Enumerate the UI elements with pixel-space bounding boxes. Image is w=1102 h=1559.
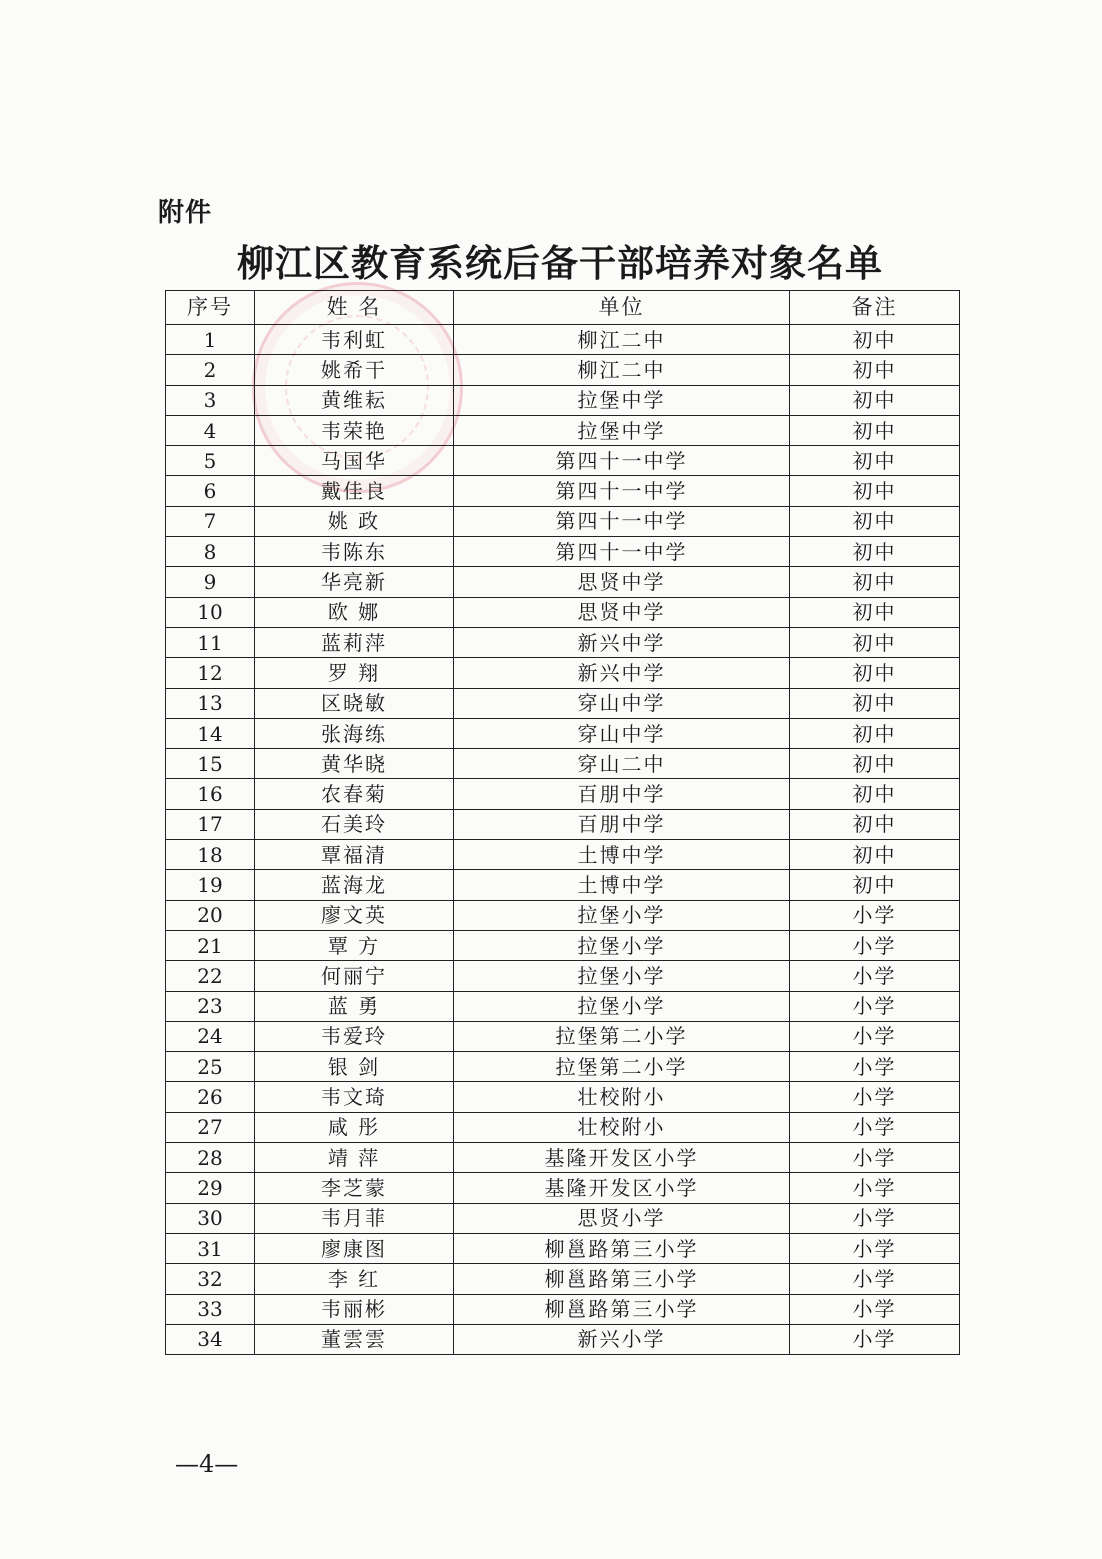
cell-unit: 拉堡小学 xyxy=(454,900,790,930)
table-row xyxy=(166,718,960,748)
table-row xyxy=(166,567,960,597)
cell-unit: 基隆开发区小学 xyxy=(454,1143,790,1173)
table-row xyxy=(166,1203,960,1233)
cell-unit: 百朋中学 xyxy=(454,779,790,809)
cell-name: 韦月菲 xyxy=(255,1203,454,1233)
cell-index: 9 xyxy=(166,567,255,597)
cell-name: 韦爱玲 xyxy=(255,1021,454,1051)
cell-index: 11 xyxy=(166,627,255,657)
cell-unit: 第四十一中学 xyxy=(454,476,790,506)
cell-index: 31 xyxy=(166,1233,255,1263)
table-row xyxy=(166,627,960,657)
table-row xyxy=(166,840,960,870)
cell-name: 李 红 xyxy=(255,1264,454,1294)
cell-name: 蓝海龙 xyxy=(255,870,454,900)
cell-index: 32 xyxy=(166,1264,255,1294)
table-row xyxy=(166,355,960,385)
cell-name: 韦利虹 xyxy=(255,325,454,355)
cell-note: 小学 xyxy=(790,1112,960,1142)
cell-index: 33 xyxy=(166,1294,255,1324)
cell-note: 小学 xyxy=(790,1173,960,1203)
document-title: 柳江区教育系统后备干部培养对象名单 xyxy=(237,242,883,285)
cell-unit: 新兴中学 xyxy=(454,627,790,657)
table-body xyxy=(166,325,960,1355)
table-row xyxy=(166,537,960,567)
cell-index: 17 xyxy=(166,809,255,839)
table-row xyxy=(166,1112,960,1142)
cell-name: 董雲雲 xyxy=(255,1324,454,1354)
cell-unit: 柳江二中 xyxy=(454,355,790,385)
cell-name: 戴佳良 xyxy=(255,476,454,506)
cell-index: 21 xyxy=(166,930,255,960)
cell-note: 初中 xyxy=(790,567,960,597)
cell-index: 14 xyxy=(166,718,255,748)
cell-index: 18 xyxy=(166,840,255,870)
column-header-name: 姓 名 xyxy=(255,291,454,325)
table-row xyxy=(166,658,960,688)
table-row xyxy=(166,1143,960,1173)
cell-name: 李芝蒙 xyxy=(255,1173,454,1203)
cell-unit: 思贤中学 xyxy=(454,597,790,627)
cell-unit: 第四十一中学 xyxy=(454,446,790,476)
cell-unit: 拉堡小学 xyxy=(454,930,790,960)
table-row xyxy=(166,870,960,900)
cell-unit: 思贤小学 xyxy=(454,1203,790,1233)
cell-unit: 第四十一中学 xyxy=(454,537,790,567)
cell-name: 覃福清 xyxy=(255,840,454,870)
cell-index: 13 xyxy=(166,688,255,718)
cell-unit: 拉堡小学 xyxy=(454,961,790,991)
cell-name: 韦陈东 xyxy=(255,537,454,567)
cell-index: 16 xyxy=(166,779,255,809)
cell-name: 华亮新 xyxy=(255,567,454,597)
table-row xyxy=(166,779,960,809)
cell-name: 欧 娜 xyxy=(255,597,454,627)
cell-note: 小学 xyxy=(790,1264,960,1294)
cell-index: 4 xyxy=(166,415,255,445)
cell-note: 小学 xyxy=(790,900,960,930)
cell-index: 19 xyxy=(166,870,255,900)
cell-index: 27 xyxy=(166,1112,255,1142)
cell-unit: 第四十一中学 xyxy=(454,506,790,536)
cell-name: 廖康图 xyxy=(255,1233,454,1263)
table-row xyxy=(166,991,960,1021)
cell-note: 小学 xyxy=(790,1203,960,1233)
cell-note: 初中 xyxy=(790,809,960,839)
column-header-unit: 单位 xyxy=(454,291,790,325)
column-header-index: 序号 xyxy=(166,291,255,325)
cell-note: 小学 xyxy=(790,930,960,960)
cell-note: 初中 xyxy=(790,627,960,657)
cell-unit: 柳邕路第三小学 xyxy=(454,1264,790,1294)
cell-index: 22 xyxy=(166,961,255,991)
cell-name: 黄维耘 xyxy=(255,385,454,415)
cell-note: 初中 xyxy=(790,415,960,445)
table-row xyxy=(166,930,960,960)
cell-note: 初中 xyxy=(790,355,960,385)
cell-name: 何丽宁 xyxy=(255,961,454,991)
cell-index: 8 xyxy=(166,537,255,567)
table-row xyxy=(166,1324,960,1354)
table-row xyxy=(166,809,960,839)
cell-note: 初中 xyxy=(790,688,960,718)
table-header-row xyxy=(166,291,960,325)
cell-unit: 穿山中学 xyxy=(454,718,790,748)
cell-unit: 拉堡中学 xyxy=(454,385,790,415)
cell-name: 姚 政 xyxy=(255,506,454,536)
cell-note: 小学 xyxy=(790,1082,960,1112)
cell-index: 20 xyxy=(166,900,255,930)
cell-name: 咸 彤 xyxy=(255,1112,454,1142)
cell-name: 罗 翔 xyxy=(255,658,454,688)
cell-name: 马国华 xyxy=(255,446,454,476)
cell-index: 10 xyxy=(166,597,255,627)
cell-note: 初中 xyxy=(790,840,960,870)
cell-index: 12 xyxy=(166,658,255,688)
table-row xyxy=(166,1233,960,1263)
cell-note: 初中 xyxy=(790,597,960,627)
cell-name: 覃 方 xyxy=(255,930,454,960)
cell-index: 24 xyxy=(166,1021,255,1051)
table-row xyxy=(166,749,960,779)
cell-name: 蓝莉萍 xyxy=(255,627,454,657)
cell-name: 银 剑 xyxy=(255,1052,454,1082)
cell-index: 2 xyxy=(166,355,255,385)
table-row xyxy=(166,1264,960,1294)
cell-unit: 土博中学 xyxy=(454,840,790,870)
cell-name: 韦文琦 xyxy=(255,1082,454,1112)
cell-unit: 柳邕路第三小学 xyxy=(454,1233,790,1263)
cell-unit: 百朋中学 xyxy=(454,809,790,839)
cell-name: 张海练 xyxy=(255,718,454,748)
cell-note: 小学 xyxy=(790,1143,960,1173)
cell-unit: 拉堡第二小学 xyxy=(454,1021,790,1051)
cell-index: 15 xyxy=(166,749,255,779)
table-row xyxy=(166,688,960,718)
cell-unit: 基隆开发区小学 xyxy=(454,1173,790,1203)
cell-index: 29 xyxy=(166,1173,255,1203)
cell-note: 初中 xyxy=(790,476,960,506)
cell-unit: 穿山二中 xyxy=(454,749,790,779)
cell-note: 小学 xyxy=(790,1021,960,1051)
cell-unit: 拉堡小学 xyxy=(454,991,790,1021)
cell-unit: 穿山中学 xyxy=(454,688,790,718)
table-row xyxy=(166,385,960,415)
cell-index: 23 xyxy=(166,991,255,1021)
cell-note: 小学 xyxy=(790,961,960,991)
cell-unit: 思贤中学 xyxy=(454,567,790,597)
cell-name: 姚希干 xyxy=(255,355,454,385)
cell-name: 廖文英 xyxy=(255,900,454,930)
attachment-label: 附件 xyxy=(158,198,213,228)
table-row xyxy=(166,1021,960,1051)
cell-index: 6 xyxy=(166,476,255,506)
cell-note: 初中 xyxy=(790,658,960,688)
cell-unit: 壮校附小 xyxy=(454,1112,790,1142)
cell-index: 5 xyxy=(166,446,255,476)
cell-note: 初中 xyxy=(790,385,960,415)
cell-index: 26 xyxy=(166,1082,255,1112)
table-row xyxy=(166,476,960,506)
cell-index: 7 xyxy=(166,506,255,536)
cell-unit: 拉堡第二小学 xyxy=(454,1052,790,1082)
table-row xyxy=(166,415,960,445)
cell-name: 靖 萍 xyxy=(255,1143,454,1173)
cell-note: 初中 xyxy=(790,870,960,900)
cell-unit: 壮校附小 xyxy=(454,1082,790,1112)
table-row xyxy=(166,961,960,991)
cell-unit: 新兴中学 xyxy=(454,658,790,688)
table-row xyxy=(166,597,960,627)
cell-name: 黄华晓 xyxy=(255,749,454,779)
cell-unit: 土博中学 xyxy=(454,870,790,900)
table-row xyxy=(166,1173,960,1203)
cell-index: 1 xyxy=(166,325,255,355)
table-row xyxy=(166,1294,960,1324)
cell-note: 初中 xyxy=(790,506,960,536)
cell-index: 28 xyxy=(166,1143,255,1173)
cell-unit: 柳江二中 xyxy=(454,325,790,355)
cell-unit: 柳邕路第三小学 xyxy=(454,1294,790,1324)
column-header-note: 备注 xyxy=(790,291,960,325)
cell-name: 石美玲 xyxy=(255,809,454,839)
cell-name: 区晓敏 xyxy=(255,688,454,718)
cell-index: 3 xyxy=(166,385,255,415)
table-row xyxy=(166,1052,960,1082)
table-row xyxy=(166,506,960,536)
cell-name: 农春菊 xyxy=(255,779,454,809)
cell-note: 小学 xyxy=(790,1233,960,1263)
cell-note: 初中 xyxy=(790,749,960,779)
cadre-roster-table xyxy=(165,290,960,1355)
cell-unit: 拉堡中学 xyxy=(454,415,790,445)
cell-note: 小学 xyxy=(790,1294,960,1324)
table-row xyxy=(166,1082,960,1112)
cell-note: 小学 xyxy=(790,991,960,1021)
table-row xyxy=(166,325,960,355)
cell-note: 初中 xyxy=(790,325,960,355)
cell-note: 初中 xyxy=(790,537,960,567)
table-row xyxy=(166,446,960,476)
cell-name: 韦丽彬 xyxy=(255,1294,454,1324)
cell-index: 30 xyxy=(166,1203,255,1233)
cell-unit: 新兴小学 xyxy=(454,1324,790,1354)
cell-note: 初中 xyxy=(790,718,960,748)
cell-note: 小学 xyxy=(790,1324,960,1354)
cell-note: 初中 xyxy=(790,779,960,809)
cell-note: 小学 xyxy=(790,1052,960,1082)
cell-index: 34 xyxy=(166,1324,255,1354)
cell-name: 蓝 勇 xyxy=(255,991,454,1021)
cell-note: 初中 xyxy=(790,446,960,476)
cell-index: 25 xyxy=(166,1052,255,1082)
cell-name: 韦荣艳 xyxy=(255,415,454,445)
page-number: —4— xyxy=(175,1450,239,1478)
table-row xyxy=(166,900,960,930)
